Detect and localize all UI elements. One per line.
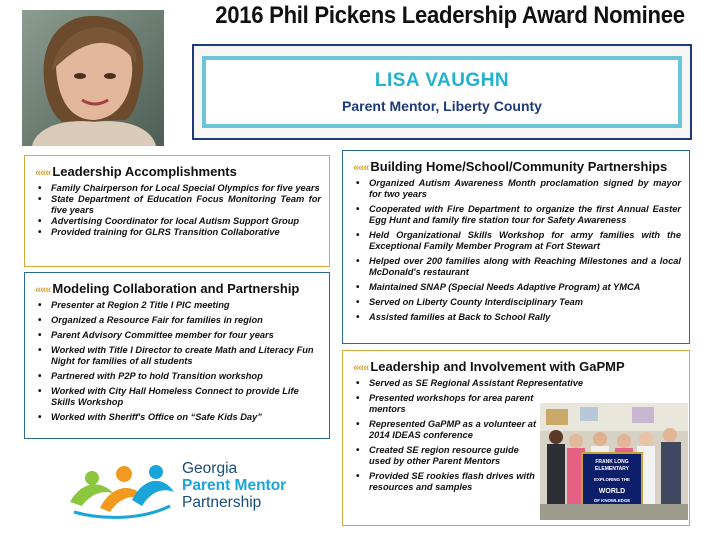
logo-line-3: Partnership bbox=[182, 494, 262, 511]
svg-text:WORLD: WORLD bbox=[598, 488, 626, 495]
nominee-role: Parent Mentor, Liberty County bbox=[342, 98, 542, 114]
group-photo-image bbox=[540, 403, 688, 520]
svg-text:OF KNOWLEDGE: OF KNOWLEDGE bbox=[593, 498, 631, 503]
list-item: • Family Chairperson for Local Special Olympics for five years bbox=[51, 183, 321, 194]
list-item: • Assisted families at Back to School Rally bbox=[369, 312, 681, 323]
list-item: • Partnered with P2P to hold Transition workshop bbox=[51, 371, 321, 382]
list-item: • Helped over 200 families along with Reaching Milestones and a local McDonald's restaurant bbox=[369, 256, 681, 278]
page-title: 2016 Phil Pickens Leadership Award Nominee bbox=[215, 2, 685, 29]
list-item: • Presenter at Region 2 Title I PIC meeting bbox=[51, 300, 321, 311]
list-item: • Worked with Title I Director to create Math and Literacy Fun Night for families of all students bbox=[51, 345, 321, 367]
section-heading: ««« Leadership and Involvement with GaPMP bbox=[353, 359, 625, 374]
section-marker: ««« bbox=[353, 162, 369, 174]
logo-figures-icon bbox=[62, 450, 182, 524]
logo-line-1: Georgia bbox=[182, 460, 238, 477]
section-marker: ««« bbox=[353, 362, 369, 374]
gapmp-list bbox=[343, 378, 584, 493]
gpmp-logo bbox=[62, 450, 332, 524]
list-item: • Worked with Sheriff's Office on “Safe Kids Day” bbox=[51, 412, 321, 423]
collaboration-section bbox=[24, 272, 330, 439]
banner-text: FRANK LONG bbox=[595, 459, 629, 465]
list-item: • Represented GaPMP as a volunteer at 2014 IDEAS conference bbox=[369, 419, 539, 441]
logo-line-2: Parent Mentor bbox=[182, 477, 287, 494]
leadership-list bbox=[25, 183, 329, 238]
nominee-name: LISA VAUGHN bbox=[374, 70, 510, 91]
list-item: • Created SE region resource guide used by other Parent Mentors bbox=[369, 445, 539, 467]
svg-text:ELEMENTARY: ELEMENTARY bbox=[595, 466, 629, 472]
section-heading: ««« Leadership Accomplishments bbox=[35, 164, 237, 179]
svg-text:EXPLORING THE: EXPLORING THE bbox=[594, 477, 630, 482]
list-item: • Organized a Resource Fair for families in region bbox=[51, 315, 321, 326]
section-heading: ««« Modeling Collaboration and Partnership bbox=[35, 281, 300, 296]
section-heading: ««« Building Home/School/Community Partnerships bbox=[353, 159, 668, 174]
list-item: • Advertising Coordinator for local Autism Support Group bbox=[51, 216, 321, 227]
list-item: • Parent Advisory Committee member for four years bbox=[51, 330, 321, 341]
list-item: • Provided SE rookies flash drives with resources and samples bbox=[369, 471, 539, 493]
list-item: • Provided training for GLRS Transition Collaborative bbox=[51, 227, 321, 238]
section-marker: ««« bbox=[35, 284, 51, 296]
nominee-portrait bbox=[22, 10, 164, 146]
list-item: • Held Organizational Skills Workshop for army families with the Exceptional Family Member Program at Fort Stewart bbox=[369, 230, 681, 252]
list-item: • Cooperated with Fire Department to organize the first Annual Easter Egg Hunt and family fire station tour for Safety Awareness bbox=[369, 204, 681, 226]
list-item: • Worked with City Hall Homeless Connect to provide Life Skills Workshop bbox=[51, 386, 321, 408]
name-box bbox=[202, 56, 682, 128]
list-item: • Maintained SNAP (Special Needs Adaptive Program) at YMCA bbox=[369, 282, 681, 293]
section-marker: ««« bbox=[35, 167, 51, 179]
leadership-accomplishments-section bbox=[24, 155, 330, 267]
list-item: • Served on Liberty County Interdisciplinary Team bbox=[369, 297, 681, 308]
list-item: • Presented workshops for area parent mentors bbox=[369, 393, 539, 415]
partnerships-section bbox=[342, 150, 690, 344]
collaboration-list bbox=[25, 300, 329, 423]
partnerships-list bbox=[343, 178, 689, 323]
list-item: • Organized Autism Awareness Month proclamation signed by mayor for two years bbox=[369, 178, 681, 200]
list-item: • Served as SE Regional Assistant Representative bbox=[369, 378, 669, 389]
portrait-image bbox=[22, 10, 164, 146]
list-item: • State Department of Education Focus Monitoring Team for five years bbox=[51, 194, 321, 216]
group-photo bbox=[540, 403, 688, 520]
